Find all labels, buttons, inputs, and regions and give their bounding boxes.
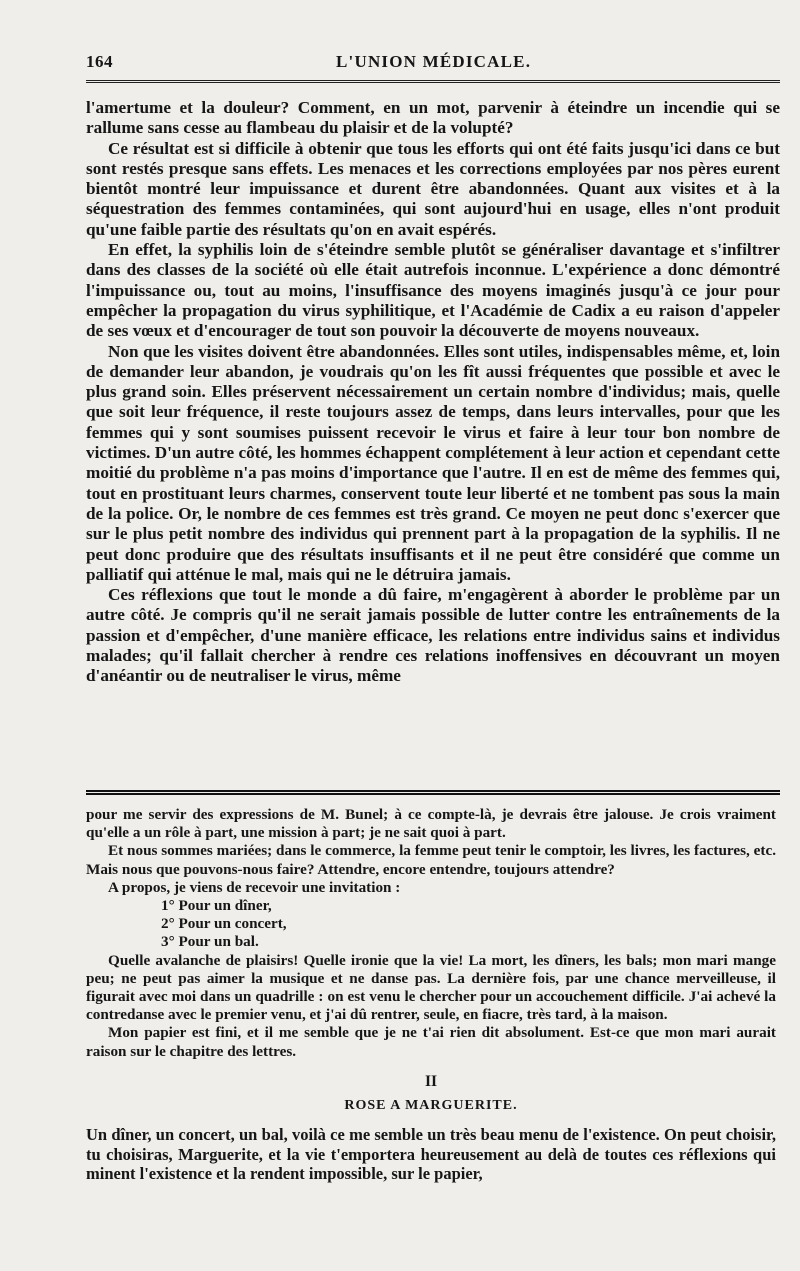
paragraph: Non que les visites doivent être abandonnées. Elles sont utiles, indispensables même, et, loin de demander leur abandon, je voudrais qu'on les fît aussi fréquentes que possible et avec le plus grand soin. Elles préservent nécessairement un certain nombre d'individus; mais, quelle que soit leur fréquence, il reste toujours assez de temps, dans leurs intervalles, pour que les femmes qui y sont soumises puissent recevoir le virus et faire à leur tour bon nombre de victimes. D'un autre côté, les hommes échappent complétement à leur action et cependant cette moitié du problème n'a pas moins d'importance que l'autre. Il en est de même des femmes qui, tout en prostituant leurs charmes, conservent toute leur liberté et ne tombent pas sous la main de la police. Or, le nombre de ces femmes est très grand. Ce moyen ne peut donc s'exercer que sur le plus petit nombre des individus qui prennent part à la propagation de la syphilis. Il ne peut donc produire que des résultats insuffisants et il ne peut être considéré que comme un palliatif qui atténue le mal, mais qui ne le détruira jamais. [86,341,780,584]
list-item: 3° Pour un bal. [161,933,259,951]
feuilleton-paragraph: pour me servir des expressions de M. Bunel; à ce compte-là, je devrais être jalouse. Je crois vraiment qu'elle a un rôle à part, une mission à part; je ne sait quoi à part. [86,806,776,842]
feuilleton-rule [86,790,780,795]
paragraph: Ce résultat est si difficile à obtenir que tous les efforts qui ont été faits jusqu'ici dans ce but sont restés presque sans effets. Les menaces et les corrections employées par nos pères eurent bientôt montré leur impuissance et durent être abandonnées. Quant aux visites et à la séquestration des femmes contaminées, qui sont aujourd'hui en usage, elles n'ont produit qu'une faible partie des résultats qu'on en avait espérés. [86,138,780,239]
section-number: II [424,1072,438,1090]
section-heading: ROSE A MARGUERITE. [344,1098,518,1114]
page-header [86,52,776,78]
list-item: 1° Pour un dîner, [161,897,272,915]
feuilleton-paragraph: A propos, je viens de recevoir une invitation : [108,878,401,896]
feuilleton-paragraph: Mon papier est fini, et il me semble que je ne t'ai rien dit absolument. Est-ce que mon mari aurait raison sur le chapitre des lettres. [86,1024,776,1060]
main-article [86,98,780,687]
feuilleton-paragraph: Et nous sommes mariées; dans le commerce, la femme peut tenir le comptoir, les livres, les factures, etc. Mais nous que pouvons-nous faire? Attendre, encore entendre, toujours attendre? [86,842,776,878]
paragraph: En effet, la syphilis loin de s'éteindre semble plutôt se généraliser davantage et s'infiltrer dans des classes de la société où elle était autrefois inconnue. L'expérience a donc démontré l'impuissance ou, tout au moins, l'insuffisance des moyens imaginés jusqu'à ce jour pour empêcher la propagation du virus syphilitique, et l'Académie de Cadix a eu raison d'appeler de ses vœux et d'encourager de tout son pouvoir la découverte de moyens nouveaux. [86,240,780,341]
list-item: 2° Pour un concert, [161,915,287,933]
page-number: 164 [86,52,113,71]
feuilleton-paragraph: Quelle avalanche de plaisirs! Quelle ironie que la vie! La mort, les dîners, les bals; mon mari mange peu; ne peut pas aimer la musique et ne danse pas. La dernière fois, par une chance merveilleuse, il figurait avec moi dans un quadrille : on est venu le chercher pour un accouchement difficile. J'ai achevé la contredanse avec le premier venu, et j'ai dû rentrer, seule, en fiacre, très tard, à la maison. [86,951,776,1024]
feuilleton-paragraph: Un dîner, un concert, un bal, voilà ce me semble un très beau menu de l'existence. On peut choisir, tu choisiras, Marguerite, et la vie t'emportera heureusement au delà de toutes ces réflexions qui minent l'existence et la rendent impossible, sur le papier, [86,1125,776,1184]
paragraph: Ces réflexions que tout le monde a dû faire, m'engagèrent à aborder le problème par un autre côté. Je compris qu'il ne serait jamais possible de lutter contre les entraînements de la passion et d'empêcher, d'une manière efficace, les relations entre individus sains et individus malades; qu'il fallait chercher à rendre ces relations inoffensives en découvrant un moyen d'anéantir ou de neutraliser le virus, même [86,585,780,686]
feuilleton [86,806,776,1184]
running-title: L'UNION MÉDICALE. [336,52,532,71]
paragraph: l'amertume et la douleur? Comment, en un mot, parvenir à éteindre un incendie qui se rallume sans cesse au flambeau du plaisir et de la volupté? [86,98,780,138]
header-rule [86,80,780,83]
